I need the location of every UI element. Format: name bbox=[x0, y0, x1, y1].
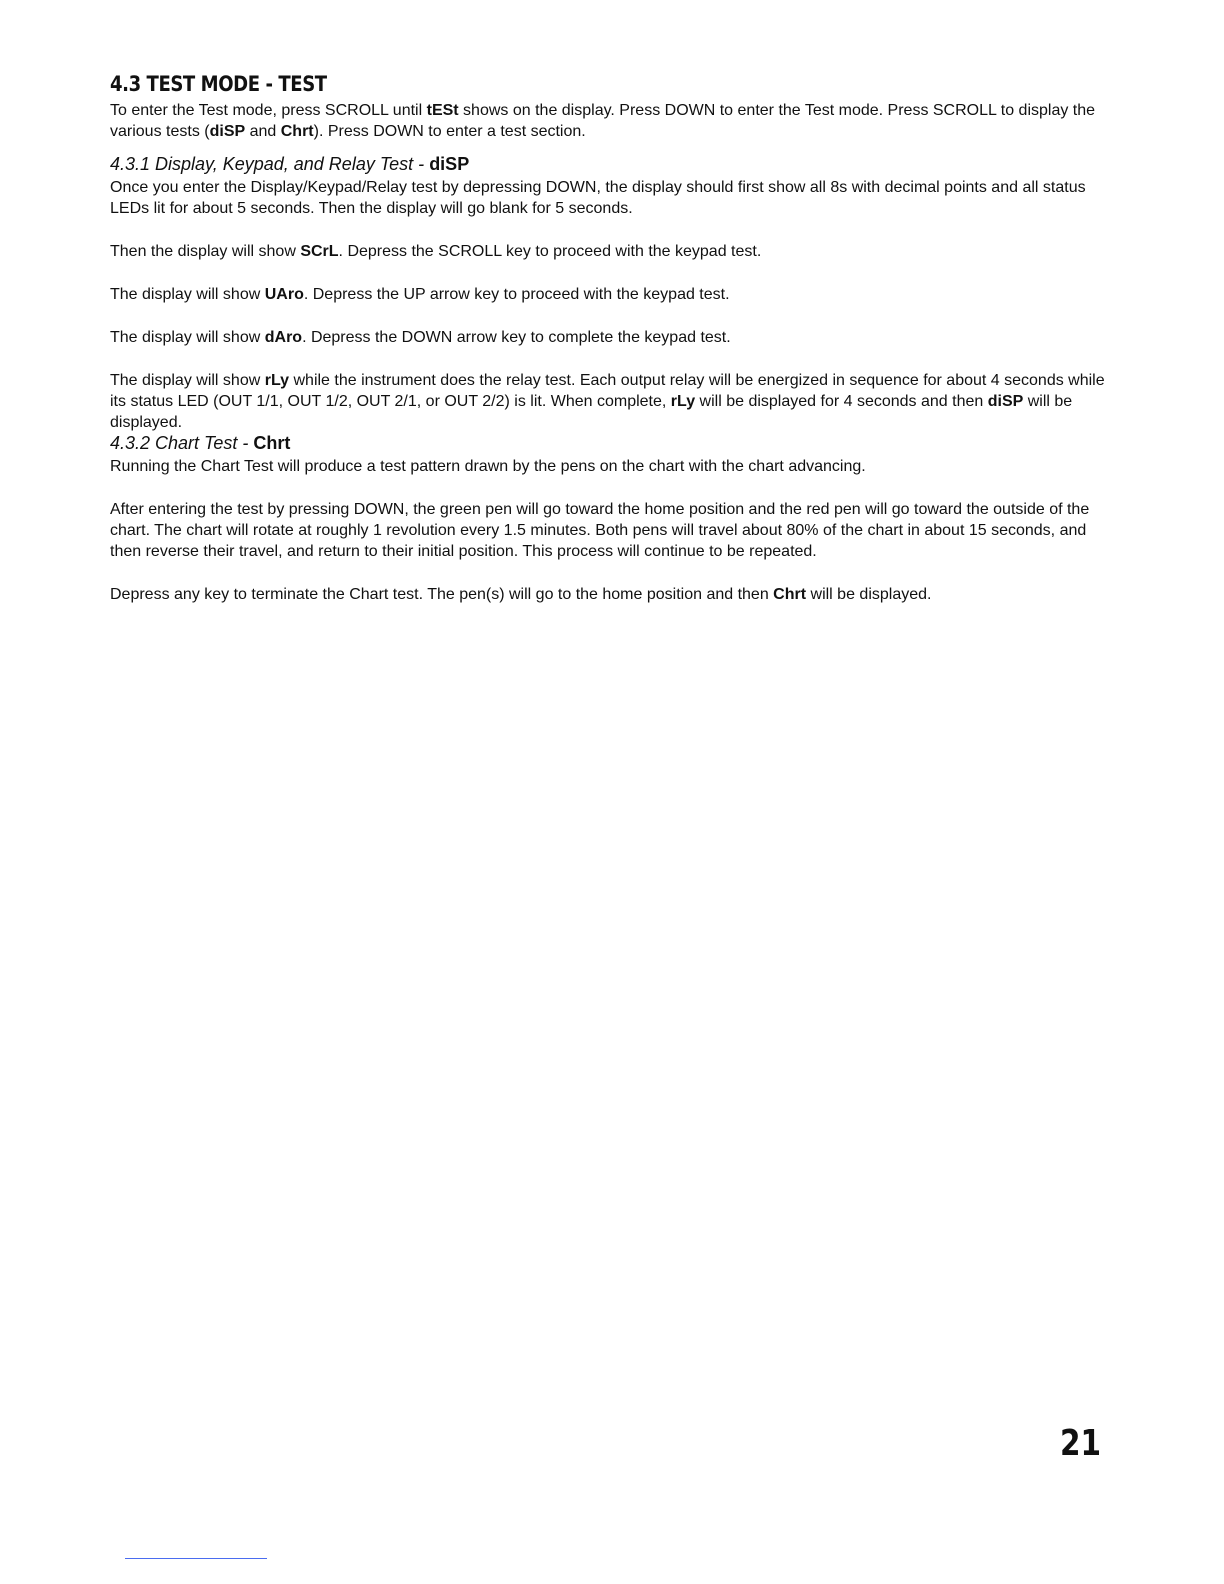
down-key-paragraph: The display will show dAro. Depress the DOWN arrow key to complete the keypad test. bbox=[110, 329, 731, 346]
up-key-paragraph: The display will show UAro. Depress the UP arrow key to proceed with the keypad test. bbox=[110, 286, 730, 303]
chart-test-intro-paragraph: Running the Chart Test will produce a test pattern drawn by the pens on the chart with the chart advancing. bbox=[110, 458, 866, 475]
chart-test-terminate-paragraph: Depress any key to terminate the Chart test. The pen(s) will go to the home position and then Chrt will be displayed. bbox=[110, 586, 932, 603]
section-heading: 4.3 TEST MODE - TEST bbox=[110, 72, 327, 96]
relay-test-paragraph: The display will show rLy while the instrument does the relay test. Each output relay will be energized in sequence for about 4 seconds while its status LED (OUT 1/1, OUT 1/2, OUT 2/1, or OUT 2/2) is lit. When complete, rLy will be displayed for 4 seconds and then diSP will be displayed. bbox=[110, 372, 1105, 431]
chart-test-procedure-paragraph: After entering the test by pressing DOWN, the green pen will go toward the home position and the red pen will go toward the outside of the chart. The chart will rotate at roughly 1 revolution every 1.5 minutes. Both pens will travel about 80% of the chart in about 15 seconds, and then reverse their travel, and return to their initial position. This process will continue to be repeated. bbox=[110, 501, 1090, 560]
footer-rule bbox=[125, 1558, 267, 1559]
subsection-heading-chart-test: 4.3.2 Chart Test - Chrt bbox=[110, 433, 291, 453]
display-test-paragraph: Once you enter the Display/Keypad/Relay test by depressing DOWN, the display should first show all 8s with decimal points and all status LEDs lit for about 5 seconds. Then the display will go blank for 5 seconds. bbox=[110, 179, 1086, 217]
manual-page bbox=[110, 72, 1110, 605]
page-number: 21 bbox=[1060, 1423, 1102, 1464]
intro-paragraph: To enter the Test mode, press SCROLL until tESt shows on the display. Press DOWN to enter the Test mode. Press SCROLL to display the various tests (diSP and Chrt). Press DOWN to enter a test section. bbox=[110, 102, 1096, 140]
subsection-heading-display-test: 4.3.1 Display, Keypad, and Relay Test - diSP bbox=[110, 154, 470, 174]
scroll-key-paragraph: Then the display will show SCrL. Depress the SCROLL key to proceed with the keypad test. bbox=[110, 243, 762, 260]
